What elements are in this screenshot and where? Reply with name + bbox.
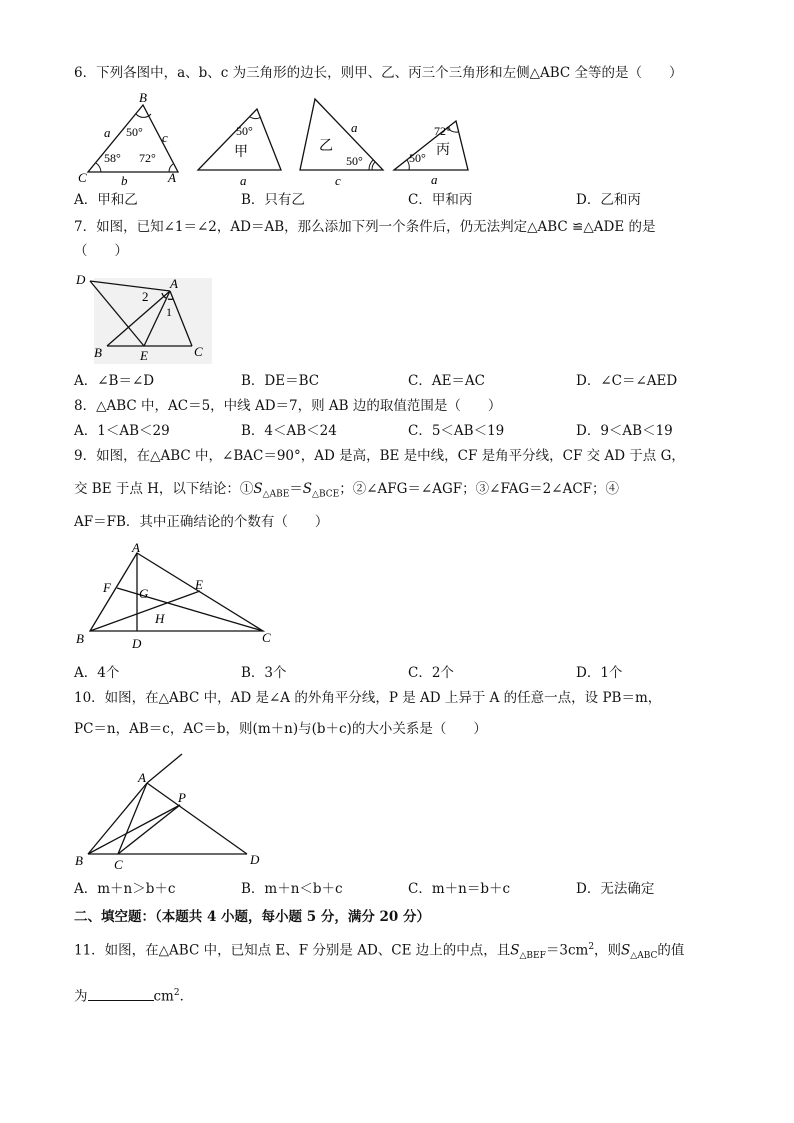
q10-label-A: A bbox=[138, 770, 146, 785]
q6-angle-B: 50° bbox=[126, 125, 143, 139]
q9-label-A: A bbox=[132, 540, 140, 555]
q9-sub-abe: △ABE bbox=[262, 489, 290, 500]
q10-stem-line1: 10．如图，在△ABC 中，AD 是∠A 的外角平分线，P 是 AD 上异于 A 的任意一点，设 PB＝m， bbox=[74, 690, 662, 706]
q9-option-c[interactable]: C．2个 bbox=[408, 665, 454, 681]
q11-sub-bef: △BEF bbox=[519, 951, 546, 962]
q9-stem2a: 交 BE 于点 H，以下结论：① bbox=[74, 481, 254, 497]
q7-figure bbox=[74, 270, 224, 365]
section-2-heading: 二、填空题：（本题共 4 小题，每小题 5 分，满分 20 分） bbox=[74, 909, 431, 925]
q9-stem-line3: AF＝FB．其中正确结论的个数有（ ） bbox=[74, 514, 329, 530]
q6-triangle-abc bbox=[78, 90, 178, 188]
q6-option-d[interactable]: D．乙和丙 bbox=[576, 192, 641, 208]
q6-bing-name: 丙 bbox=[436, 143, 450, 158]
q6-label-c: c bbox=[162, 130, 168, 145]
q11-stem2c: ． bbox=[179, 988, 194, 1005]
q9-option-b[interactable]: B．3个 bbox=[241, 665, 287, 681]
q11-unit-sup: 2 bbox=[173, 988, 180, 998]
q11-stem1b: ，则 bbox=[594, 942, 622, 959]
q6-triangle-jia bbox=[198, 109, 281, 188]
q9-stem2b: ；②∠AFG＝∠AGF；③∠FAG＝2∠ACF；④ bbox=[339, 481, 620, 497]
q11-unit: cm bbox=[153, 988, 174, 1005]
q7-option-d[interactable]: D．∠C＝∠AED bbox=[576, 373, 678, 389]
q9-label-F: F bbox=[103, 580, 111, 595]
q6-label-a: a bbox=[104, 125, 111, 140]
q6-angle-C: 58° bbox=[104, 151, 121, 165]
q6-triangle-bing bbox=[394, 121, 468, 187]
q9-label-G: G bbox=[139, 586, 149, 601]
q6-bing-angle-72: 72° bbox=[434, 124, 451, 138]
q6-yi-angle: 50° bbox=[346, 154, 363, 168]
q9-label-B: B bbox=[76, 631, 84, 646]
q7-option-b[interactable]: B．DE＝BC bbox=[241, 373, 320, 389]
q6-jia-angle: 50° bbox=[236, 124, 253, 138]
q11-answer-blank[interactable] bbox=[88, 988, 154, 1001]
q9-option-d[interactable]: D．1个 bbox=[576, 665, 623, 681]
q10-label-B: B bbox=[75, 853, 83, 868]
q11-sup: 2 bbox=[588, 942, 595, 952]
q11-sub-abc: △ABC bbox=[630, 951, 658, 962]
q6-label-C: C bbox=[78, 170, 87, 185]
q10-label-C: C bbox=[114, 857, 123, 872]
q10-label-P: P bbox=[178, 790, 186, 805]
q10-stem-line2: PC＝n，AB＝c，AC＝b，则(m＋n)与(b＋c)的大小关系是（ ） bbox=[74, 721, 487, 737]
q7-label-A: A bbox=[170, 276, 178, 291]
q6-figure bbox=[74, 90, 474, 188]
q9-label-D: D bbox=[132, 636, 142, 651]
q6-angle-A: 72° bbox=[139, 151, 156, 165]
q7-option-a[interactable]: A．∠B＝∠D bbox=[74, 373, 155, 389]
q7-stem-paren: （ ） bbox=[74, 243, 128, 259]
q6-label-B: B bbox=[139, 90, 147, 105]
q6-yi-name: 乙 bbox=[319, 139, 333, 154]
q6-option-c[interactable]: C．甲和丙 bbox=[408, 192, 473, 208]
q7-stem: 7．如图，已知∠1＝∠2，AD＝AB，那么添加下列一个条件后，仍无法判定△ABC ≌△ADE 的是 bbox=[74, 219, 656, 235]
q6-yi-side-c: c bbox=[335, 173, 341, 188]
q6-yi-side-a: a bbox=[351, 120, 358, 135]
q8-option-a[interactable]: A．1＜AB＜29 bbox=[74, 423, 170, 439]
q11-stem1a: 11．如图，在△ABC 中，已知点 E、F 分别是 AD、CE 边上的中点，且 bbox=[74, 942, 511, 959]
q7-angle-1: 1 bbox=[166, 305, 172, 319]
q6-label-A: A bbox=[168, 170, 176, 185]
q9-option-a[interactable]: A．4个 bbox=[74, 665, 120, 681]
q9-s1: S bbox=[253, 481, 263, 497]
q8-option-b[interactable]: B．4＜AB＜24 bbox=[241, 423, 337, 439]
q7-option-c[interactable]: C．AE＝AC bbox=[408, 373, 486, 389]
q6-label-b: b bbox=[121, 173, 128, 188]
q6-bing-side: a bbox=[431, 172, 438, 187]
q7-label-B: B bbox=[94, 345, 102, 360]
q6-stem: 6．下列各图中，a、b、c 为三角形的边长，则甲、乙、丙三个三角形和左侧△ABC 全等的是（ ） bbox=[74, 65, 683, 81]
q9-label-H: H bbox=[155, 611, 165, 626]
q11-stem1c: 的值 bbox=[657, 942, 685, 959]
q10-option-d[interactable]: D．无法确定 bbox=[576, 881, 655, 897]
q6-triangle-yi bbox=[300, 99, 383, 188]
q6-option-a[interactable]: A．甲和乙 bbox=[74, 192, 138, 208]
q11-stem-line1 bbox=[74, 938, 684, 965]
q6-bing-angle-50: 50° bbox=[409, 151, 426, 165]
q8-stem: 8．△ABC 中，AC＝5，中线 AD＝7，则 AB 边的取值范围是（ ） bbox=[74, 398, 502, 414]
q7-angle-2: 2 bbox=[142, 289, 149, 304]
q7-label-D: D bbox=[76, 272, 86, 287]
q10-option-b[interactable]: B．m＋n＜b＋c bbox=[241, 881, 343, 897]
q6-option-b[interactable]: B．只有乙 bbox=[241, 192, 305, 208]
q10-label-D: D bbox=[250, 852, 260, 867]
q11-stem-line2 bbox=[74, 984, 193, 1006]
q10-option-c[interactable]: C．m＋n＝b＋c bbox=[408, 881, 511, 897]
q9-stem-line2 bbox=[74, 480, 619, 504]
q7-label-E: E bbox=[140, 348, 148, 363]
q9-sub-bce: △BCE bbox=[312, 489, 340, 500]
q9-figure bbox=[74, 540, 284, 652]
q11-stem2a: 为 bbox=[74, 988, 88, 1005]
q8-option-d[interactable]: D．9＜AB＜19 bbox=[576, 423, 673, 439]
q8-option-c[interactable]: C．5＜AB＜19 bbox=[408, 423, 505, 439]
q10-figure bbox=[74, 752, 274, 874]
q9-s2: S bbox=[302, 481, 313, 497]
q9-stem-line1: 9．如图，在△ABC 中，∠BAC＝90°，AD 是高，BE 是中线，CF 是角平分线，CF 交 AD 于点 G， bbox=[74, 448, 685, 464]
q6-jia-side: a bbox=[240, 173, 247, 188]
q6-jia-name: 甲 bbox=[234, 145, 248, 160]
q9-eq: ＝ bbox=[289, 481, 303, 497]
q11-val: ＝3cm bbox=[545, 942, 589, 959]
q9-label-C: C bbox=[262, 630, 271, 645]
q11-s2: S bbox=[621, 942, 631, 959]
q9-label-E: E bbox=[195, 577, 203, 592]
q10-option-a[interactable]: A．m＋n＞b＋c bbox=[74, 881, 176, 897]
q11-s1: S bbox=[510, 942, 520, 959]
q7-label-C: C bbox=[194, 344, 203, 359]
